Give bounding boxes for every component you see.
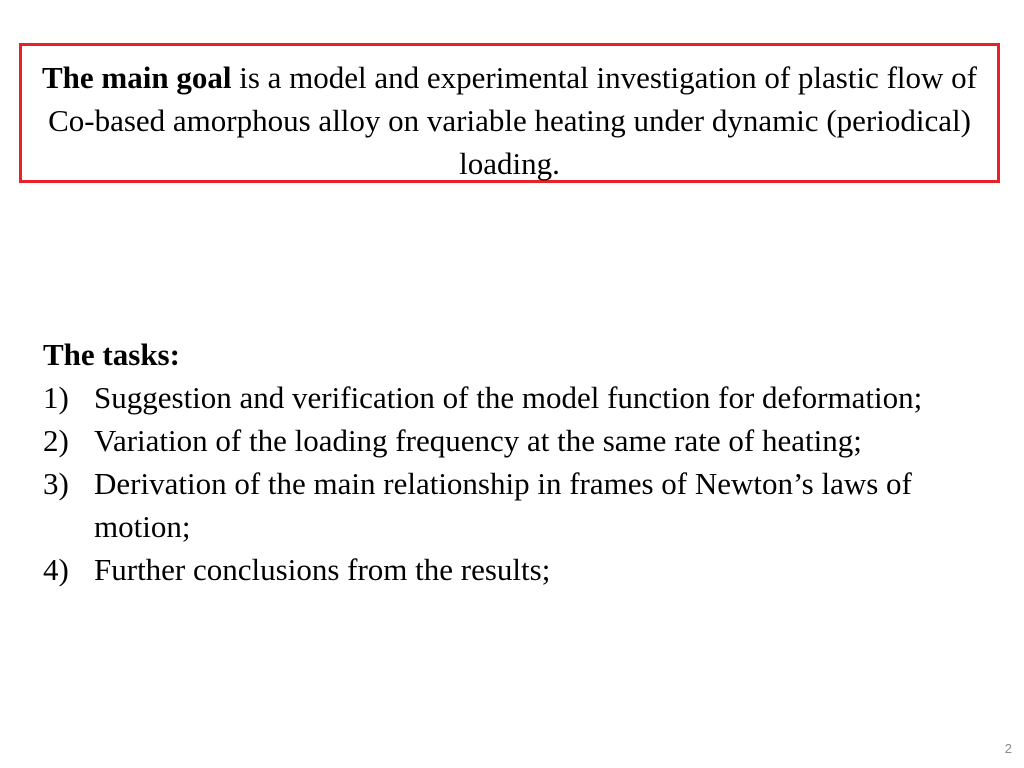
tasks-heading: The tasks: [43, 337, 180, 372]
task-text: Further conclusions from the results; [94, 552, 551, 587]
page-number: 2 [1004, 741, 1012, 756]
task-text: Derivation of the main relationship in frames of Newton’s laws of motion; [94, 466, 912, 544]
main-goal-lead: The main goal [42, 60, 232, 95]
task-item-3 [43, 462, 1003, 548]
task-number: 2) [43, 423, 69, 458]
main-goal-text: is a model and experimental investigation of plastic flow of Co-based amorphous alloy on variable heating under dynamic (periodical) loading. [48, 60, 977, 181]
task-item-2 [43, 419, 1003, 462]
main-goal-box [19, 43, 1000, 183]
task-number: 3) [43, 466, 69, 501]
task-text: Suggestion and verification of the model function for deformation; [94, 380, 923, 415]
task-text: Variation of the loading frequency at the same rate of heating; [94, 423, 862, 458]
task-number: 1) [43, 380, 69, 415]
task-list [43, 376, 1003, 591]
task-number: 4) [43, 552, 69, 587]
tasks-section [43, 333, 1003, 591]
task-item-4 [43, 548, 1003, 591]
task-item-1 [43, 376, 1003, 419]
